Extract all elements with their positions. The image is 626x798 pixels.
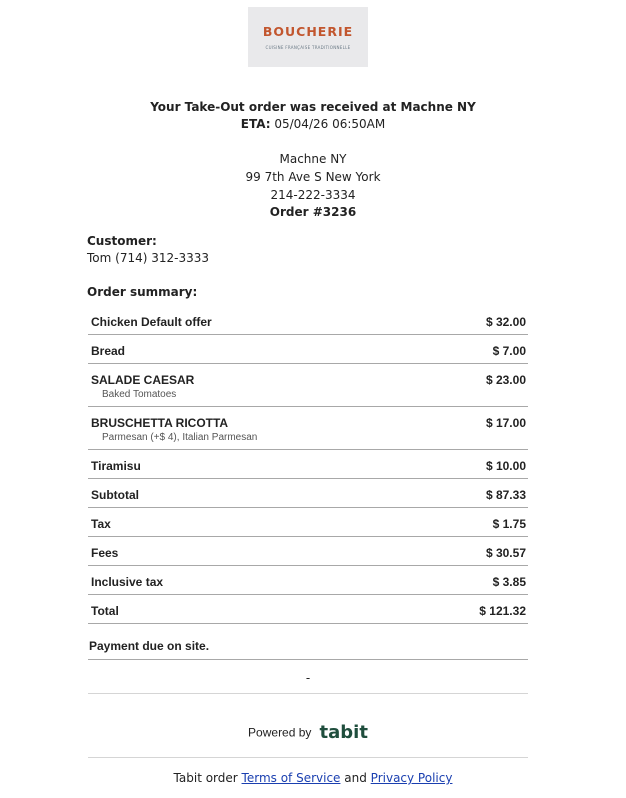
total-label: Inclusive tax — [91, 575, 164, 589]
total-label: Tax — [91, 517, 111, 531]
powered-by-text: Powered by — [248, 725, 312, 740]
item-price: $ 10.00 — [485, 459, 526, 473]
line-item — [88, 335, 528, 364]
total-value: $ 87.33 — [485, 488, 526, 502]
total-value: $ 121.32 — [479, 604, 526, 618]
item-price: $ 32.00 — [485, 315, 526, 329]
order-summary-table — [88, 306, 528, 624]
item-name: SALADE CAESAR — [91, 373, 195, 387]
total-value: $ 3.85 — [492, 575, 526, 589]
restaurant-logo — [248, 7, 368, 67]
tabit-logo[interactable]: tabit — [319, 722, 368, 743]
item-name: Chicken Default offer — [91, 315, 212, 329]
privacy-policy-link[interactable]: Privacy Policy — [370, 771, 453, 785]
payment-text: Payment due on site. — [89, 639, 210, 653]
item-name: Tiramisu — [91, 459, 141, 473]
fees-row — [88, 537, 528, 566]
logo-name: BOUCHERIE — [262, 24, 354, 39]
line-item — [88, 450, 528, 479]
total-label: Fees — [91, 546, 119, 560]
separator: - — [88, 671, 528, 694]
line-item — [88, 306, 528, 335]
item-price: $ 17.00 — [485, 416, 526, 430]
payment-note — [88, 630, 528, 660]
terms-of-service-link[interactable]: Terms of Service — [241, 771, 341, 785]
item-name: BRUSCHETTA RICOTTA — [91, 416, 229, 430]
order-summary-label: Order summary: — [87, 285, 198, 299]
footer-and: and — [344, 771, 367, 785]
line-item — [88, 407, 528, 450]
customer-value: Tom (714) 312-3333 — [87, 251, 209, 265]
powered-by — [88, 718, 528, 758]
item-modifier: Parmesan (+$ 4), Italian Parmesan — [102, 432, 258, 443]
total-value: $ 1.75 — [492, 517, 526, 531]
footer-prefix: Tabit order — [173, 771, 238, 785]
total-label: Total — [91, 604, 119, 618]
item-name: Bread — [91, 344, 126, 358]
item-price: $ 7.00 — [492, 344, 526, 358]
logo-tagline: CUISINE FRANÇAISE TRADITIONNELLE — [265, 45, 351, 50]
restaurant-name: Machne NY — [279, 152, 347, 166]
item-price: $ 23.00 — [485, 373, 526, 387]
restaurant-phone: 214-222-3334 — [270, 188, 356, 202]
eta-value: 05/04/26 06:50AM — [274, 117, 386, 131]
total-label: Subtotal — [91, 488, 139, 502]
customer-label: Customer: — [87, 234, 157, 248]
item-modifier: Baked Tomatoes — [102, 389, 177, 400]
restaurant-address: 99 7th Ave S New York — [245, 170, 381, 184]
order-received-title: Your Take-Out order was received at Machne NY — [150, 100, 476, 114]
tax-row — [88, 508, 528, 537]
inclusive-tax-row — [88, 566, 528, 595]
eta-label: ETA: — [240, 117, 271, 131]
subtotal-row — [88, 479, 528, 508]
order-number: Order #3236 — [269, 205, 357, 219]
eta-line — [0, 116, 626, 133]
grand-total-row — [88, 595, 528, 624]
total-value: $ 30.57 — [485, 546, 526, 560]
line-item — [88, 364, 528, 407]
footer — [0, 771, 626, 785]
